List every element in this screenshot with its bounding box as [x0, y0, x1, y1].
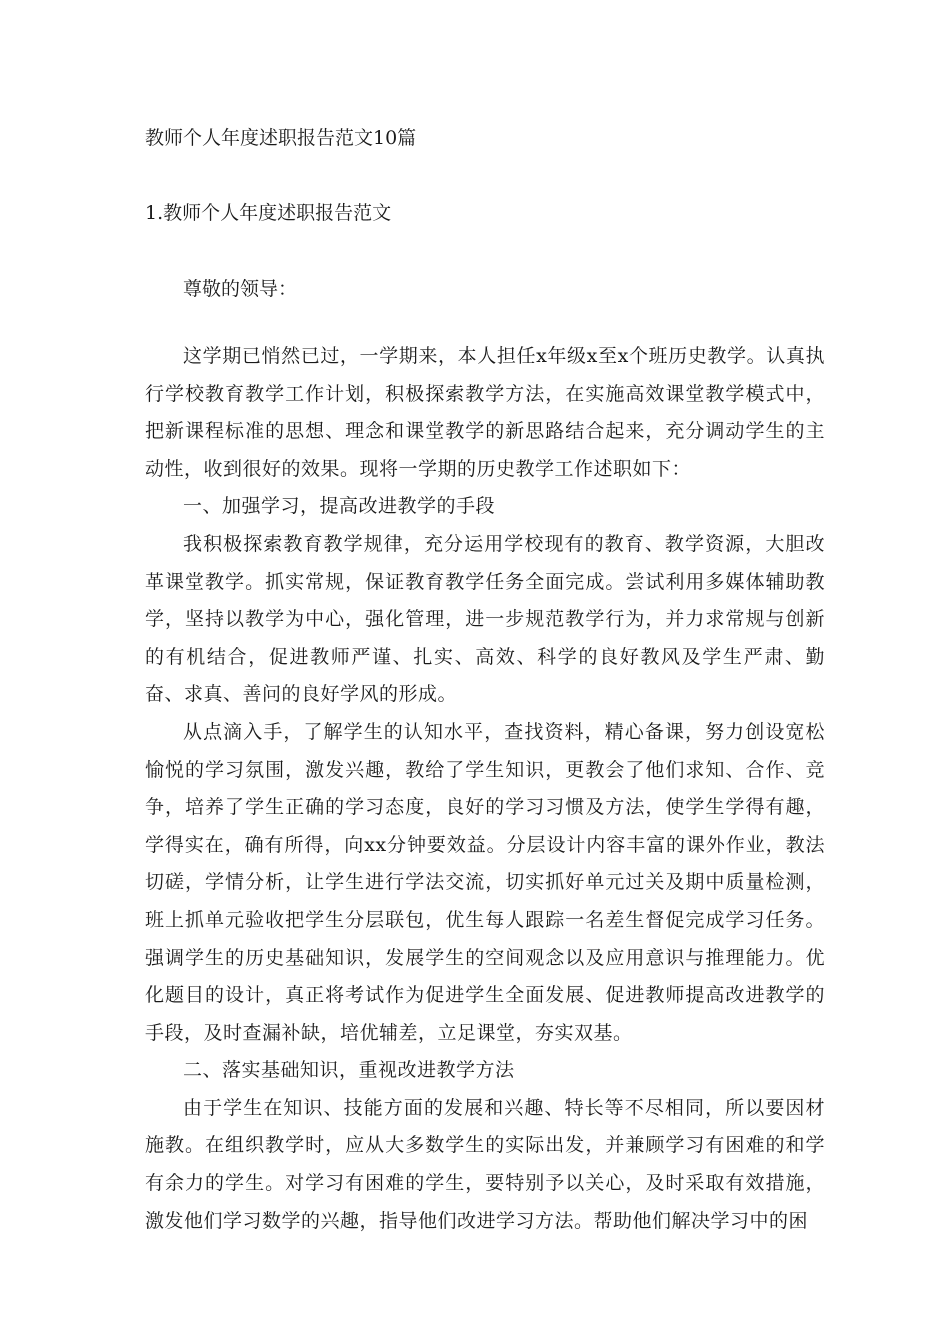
- heading-one: 一、加强学习，提高改进教学的手段: [183, 495, 496, 518]
- paragraph: 由于学生在知识、技能方面的发展和兴趣、特长等不尽相同，所以要因材施教。在组织教学时，应从大多数学生的实际出发，并兼顾学习有困难的和学有余力的学生。对学习有困难的学生，要特别予以关心，及时采取有效措施，激发他们学习数学的兴趣，指导他们改进学习方法。帮助他们解决学习中的困: [145, 1096, 825, 1232]
- salutation: 尊敬的领导：: [183, 278, 298, 300]
- document-title: 教师个人年度述职报告范文10篇: [145, 127, 417, 149]
- paragraph: 从点滴入手，了解学生的认知水平，查找资料，精心备课，努力创设宽松愉悦的学习氛围，激发兴趣，教给了学生知识，更教会了他们求知、合作、竞争，培养了学生正确的学习态度，良好的学习习惯及方法，使学生学得有趣，学得实在，确有所得，向xx分钟要效益。分层设计内容丰富的课外作业，教法切磋，学情分析，让学生进行学法交流，切实抓好单元过关及期中质量检测，班上抓单元验收把学生分层联包，优生每人跟踪一名差生督促完成学习任务。强调学生的历史基础知识，发展学生的空间观念以及应用意识与推理能力。优化题目的设计，真正将考试作为促进学生全面发展、促进教师提高改进教学的手段，及时查漏补缺，培优辅差，立足课堂，夯实双基。: [145, 720, 825, 1044]
- paragraph: 我积极探索教育教学规律，充分运用学校现有的教育、教学资源，大胆改革课堂教学。抓实常规，保证教育教学任务全面完成。尝试利用多媒体辅助教学，坚持以教学为中心，强化管理，进一步规范教学行为，并力求常规与创新的有机结合，促进教师严谨、扎实、高效、科学的良好教风及学生严肃、勤奋、求真、善问的良好学风的形成。: [145, 532, 825, 706]
- body-text: [145, 338, 825, 1240]
- section-title: 1.教师个人年度述职报告范文: [145, 202, 392, 224]
- heading-two: 二、落实基础知识，重视改进教学方法: [183, 1059, 515, 1082]
- paragraph-intro: 这学期已悄然已过，一学期来，本人担任x年级x至x个班历史教学。认真执行学校教育教学工作计划，积极探索教学方法，在实施高效课堂教学模式中，把新课程标准的思想、理念和课堂教学的新思路结合起来，充分调动学生的主动性，收到很好的效果。现将一学期的历史教学工作述职如下：: [145, 345, 825, 480]
